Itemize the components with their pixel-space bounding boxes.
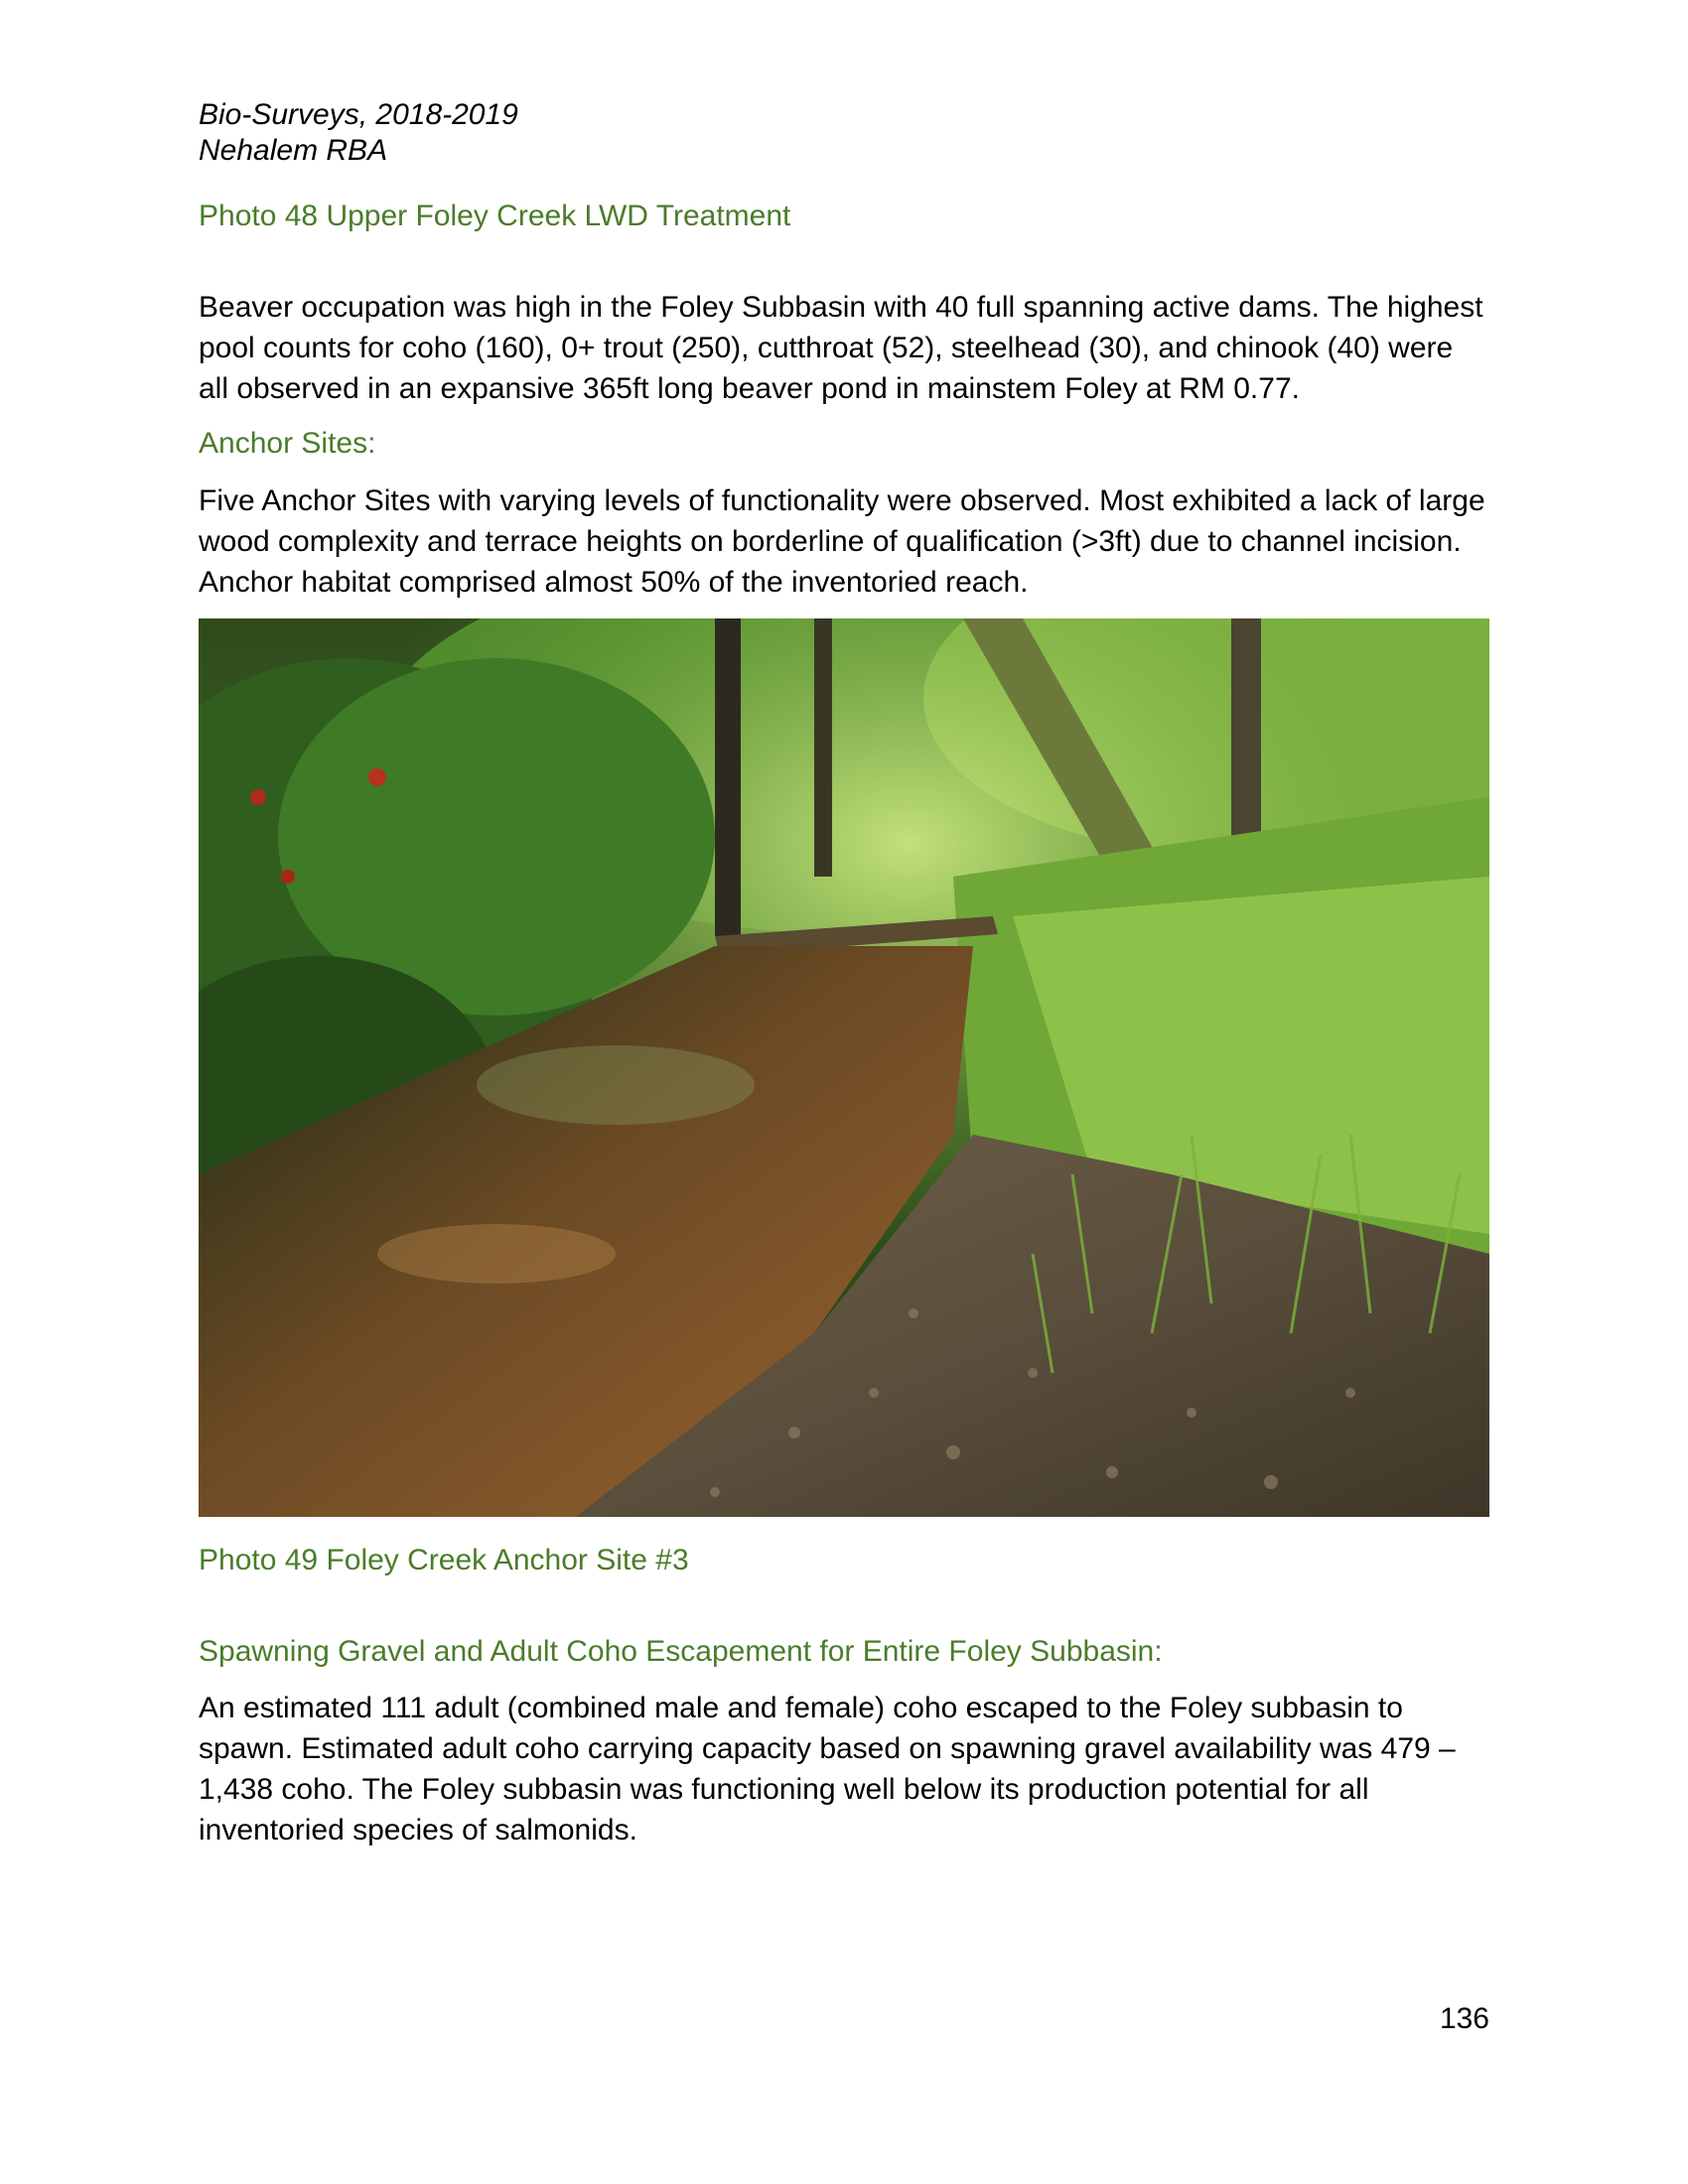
anchor-sites-paragraph: Five Anchor Sites with varying levels of functionality were observed. Most exhibited a lack of large wood complexity and terrace heights on borderline of qualification (>3ft) due to channel incision. Anchor habitat comprised almost 50% of the inventoried reach.: [199, 484, 1485, 599]
photo-49-caption: Photo 49 Foley Creek Anchor Site #3: [199, 1544, 689, 1576]
anchor-sites-heading: Anchor Sites:: [199, 427, 376, 460]
spawning-gravel-heading: Spawning Gravel and Adult Coho Escapement for Entire Foley Subbasin:: [199, 1635, 1163, 1668]
running-header-subtitle: Nehalem RBA: [199, 134, 388, 167]
running-header-title: Bio-Surveys, 2018-2019: [199, 98, 518, 131]
anchor-site-photo: [199, 618, 1489, 1517]
photo-48-caption: Photo 48 Upper Foley Creek LWD Treatment: [199, 200, 791, 232]
spawning-paragraph: An estimated 111 adult (combined male and female) coho escaped to the Foley subbasin to spawn. Estimated adult coho carrying capacity based on spawning gravel availability was 479 – 1,438 coho. The Foley subbasin was functioning well below its production potential for all inventoried species of salmonids.: [199, 1692, 1456, 1846]
beaver-paragraph: Beaver occupation was high in the Foley Subbasin with 40 full spanning active dams. The highest pool counts for coho (160), 0+ trout (250), cutthroat (52), steelhead (30), and chinook (40) were all observed in an expansive 365ft long beaver pond in mainstem Foley at RM 0.77.: [199, 291, 1483, 405]
page-number: 136: [1439, 2002, 1489, 2035]
